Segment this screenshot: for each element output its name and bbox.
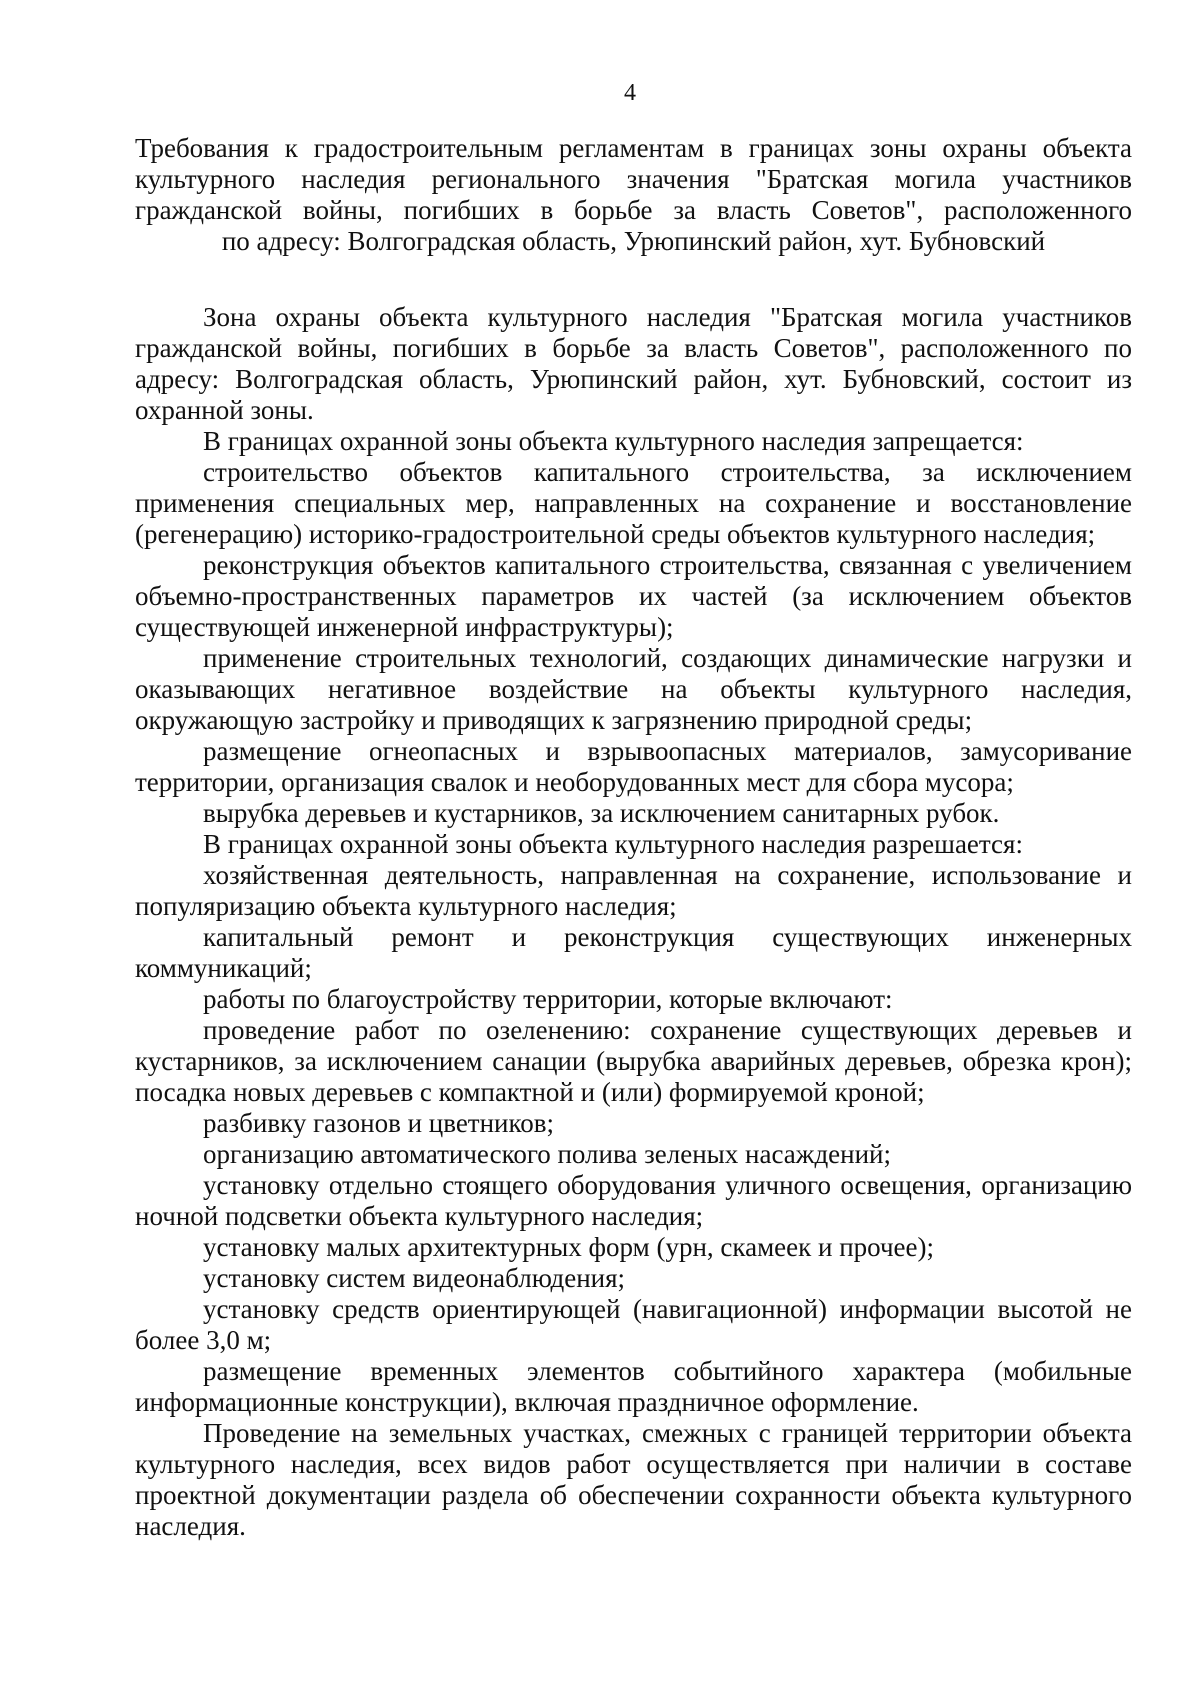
document-body — [135, 133, 1132, 1542]
paragraph: строительство объектов капитального строительства, за исключением применения специальных мер, направленных на сохранение и восстановление (регенерацию) историко-градостроительной среды объектов культурного наследия; — [135, 457, 1132, 549]
page-number: 4 — [624, 80, 636, 106]
paragraph: В границах охранной зоны объекта культурного наследия запрещается: — [203, 426, 1024, 456]
paragraph: размещение огнеопасных и взрывоопасных материалов, замусоривание территории, организация свалок и необорудованных мест для сбора мусора; — [135, 736, 1132, 797]
title-line: культурного наследия регионального значения "Братская могила участников — [135, 164, 1132, 194]
paragraph: установку систем видеонаблюдения; — [203, 1263, 626, 1293]
paragraph: реконструкция объектов капитального строительства, связанная с увеличением объемно-пространственных параметров их частей (за исключением объектов существующей инженерной инфраструктуры); — [135, 550, 1132, 642]
paragraph: хозяйственная деятельность, направленная на сохранение, использование и популяризацию объекта культурного наследия; — [135, 860, 1132, 921]
title-line: гражданской войны, погибших в борьбе за власть Советов", расположенного — [135, 195, 1132, 225]
paragraph: Проведение на земельных участках, смежных с границей территории объекта культурного наследия, всех видов работ осуществляется при наличии в составе проектной документации раздела об обеспечении сохранности объекта культурного наследия. — [135, 1418, 1132, 1541]
paragraph: организацию автоматического полива зеленых насаждений; — [203, 1139, 892, 1169]
paragraph: В границах охранной зоны объекта культурного наследия разрешается: — [203, 829, 1023, 859]
paragraph: капитальный ремонт и реконструкция существующих инженерных коммуникаций; — [135, 922, 1132, 983]
paragraph: проведение работ по озеленению: сохранение существующих деревьев и кустарников, за исключением санации (вырубка аварийных деревьев, обрезка крон); посадка новых деревьев с компактной и (или) формируемой кроной; — [135, 1015, 1132, 1107]
paragraph: установку отдельно стоящего оборудования уличного освещения, организацию ночной подсветки объекта культурного наследия; — [135, 1170, 1132, 1231]
paragraph: установку средств ориентирующей (навигационной) информации высотой не более 3,0 м; — [135, 1294, 1132, 1355]
paragraph: разбивку газонов и цветников; — [203, 1108, 554, 1138]
title-line: по адресу: Волгоградская область, Урюпинский район, хут. Бубновский — [221, 226, 1046, 256]
paragraph: установку малых архитектурных форм (урн, скамеек и прочее); — [203, 1232, 934, 1262]
document-title — [135, 133, 1132, 257]
paragraph: работы по благоустройству территории, которые включают: — [203, 984, 893, 1014]
paragraph: Зона охраны объекта культурного наследия "Братская могила участников гражданской войны, погибших в борьбе за власть Советов", расположенного по адресу: Волгоградская область, Урюпинский район, хут. Бубновский, состоит из охранной зоны. — [135, 302, 1132, 425]
paragraph: вырубка деревьев и кустарников, за исключением санитарных рубок. — [203, 798, 1000, 828]
paragraph: применение строительных технологий, создающих динамические нагрузки и оказывающих негативное воздействие на объекты культурного наследия, окружающую застройку и приводящих к загрязнению природной среды; — [135, 643, 1132, 735]
paragraph: размещение временных элементов событийного характера (мобильные информационные конструкции), включая праздничное оформление. — [135, 1356, 1132, 1417]
title-line: Требования к градостроительным регламентам в границах зоны охраны объекта — [135, 133, 1132, 163]
document-text — [135, 302, 1132, 1542]
